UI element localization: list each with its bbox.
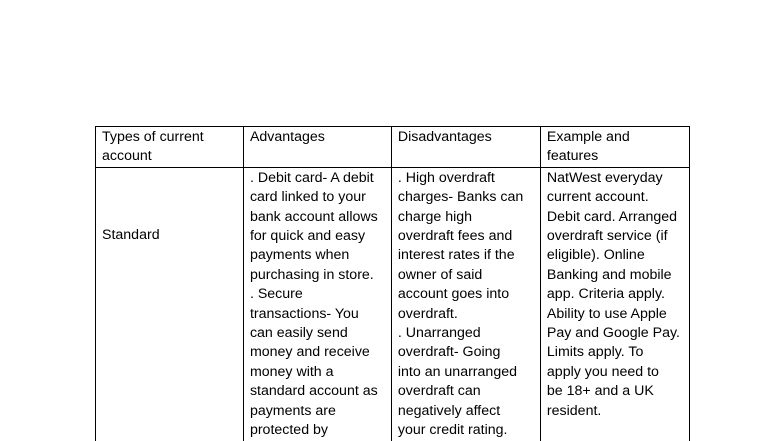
advantages-line: can easily send [249,325,348,342]
advantages-line: money and receive [249,344,370,361]
example-line: Pay and Google Pay. [546,325,680,342]
example-line: overdraft service (if [546,228,668,245]
advantages-line: purchasing in store. [249,266,374,283]
advantages-line: payments when [249,247,350,264]
header-line: Advantages [249,129,325,145]
disadvantages-line: . High overdraft [397,169,495,186]
header-line: Disadvantages [397,129,492,145]
example-line: eligible). Online [546,247,645,264]
advantages-cell [243,167,391,441]
advantages-line: card linked to your [249,189,366,206]
table-header-row [96,127,690,168]
disadvantages-line: negatively affect [397,402,501,419]
disadvantages-line: owner of said [397,266,483,283]
header-types-of-current-account [96,127,244,168]
example-line: NatWest everyday [546,169,663,186]
example-line: app. Criteria apply. [546,286,665,303]
header-line: features [546,148,599,165]
disadvantages-line: charges- Banks can [397,189,524,206]
advantages-line: for quick and easy [249,228,366,245]
account-type-cell [96,167,244,441]
header-example-and-features [540,127,689,168]
current-accounts-table [95,126,690,441]
advantages-line: bank account allows [249,208,378,225]
disadvantages-line: overdraft fees and [397,228,513,245]
header-line: Types of current [102,129,204,145]
disadvantages-cell [391,167,540,441]
advantages-line: . Secure [249,286,303,303]
example-line: be 18+ and a UK [546,383,654,400]
advantages-line: . Debit card- A debit [249,169,374,186]
disadvantages-line: overdraft. [397,305,458,322]
disadvantages-line: . Unarranged [397,325,481,342]
header-line: account [102,148,152,165]
example-line: Ability to use Apple [546,305,667,322]
example-features-cell [540,167,689,441]
header-advantages [243,127,391,168]
disadvantages-line: overdraft- Going [397,344,501,361]
example-line: Debit card. Arranged [546,208,678,225]
account-type-label: Standard [102,226,160,243]
disadvantages-line: your credit rating. [397,422,508,439]
disadvantages-line: interest rates if the [397,247,515,264]
disadvantages-line: account goes into [397,286,510,303]
example-line: resident. [546,402,602,419]
advantages-line: standard account as [249,383,378,400]
disadvantages-line: charge high [397,208,473,225]
advantages-line: payments are [249,402,336,419]
example-line: current account. [546,189,649,206]
table-row [96,167,690,441]
advantages-line: money with a [249,363,334,380]
example-line: Limits apply. To [546,344,644,361]
disadvantages-line: into an unarranged [397,363,517,380]
advantages-line: protected by [249,422,329,439]
advantages-line: transactions- You [249,305,359,322]
disadvantages-line: overdraft can [397,383,481,400]
header-disadvantages [391,127,540,168]
example-line: apply you need to [546,363,659,380]
example-line: Banking and mobile [546,266,672,283]
header-line: Example and [546,129,630,145]
